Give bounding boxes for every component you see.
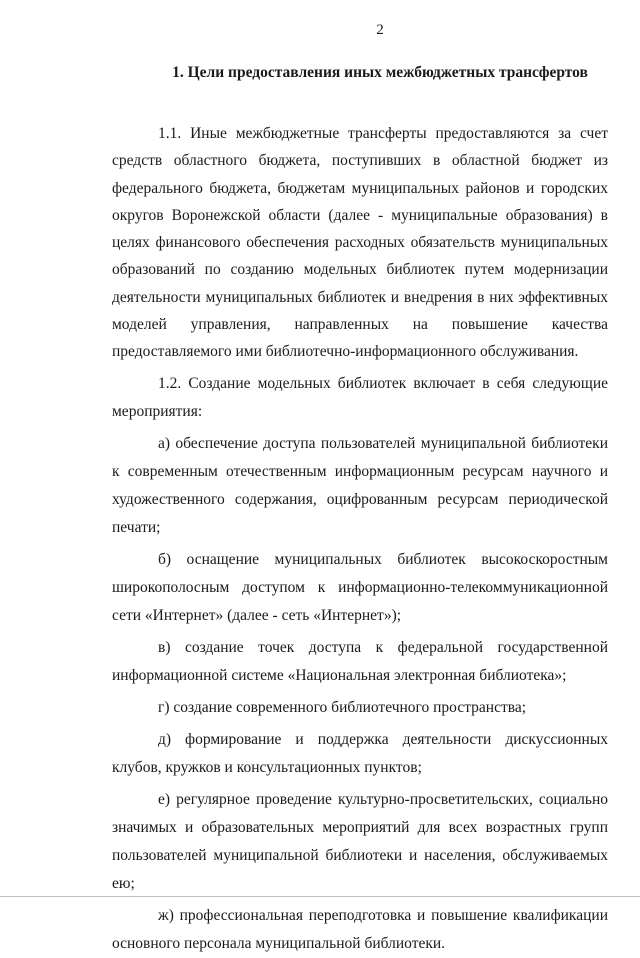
list-item-zh: ж) профессиональная переподготовка и повышение квалификации основного персонала муниципальной библиотеки. [112,906,608,952]
list-item-d: д) формирование и поддержка деятельности дискуссионных клубов, кружков и консультационных пунктов; [112,730,608,776]
paragraph-1-2: 1.2. Создание модельных библиотек включает в себя следующие мероприятия: [112,374,608,420]
list-item-g: г) создание современного библиотечного пространства; [158,698,527,716]
page-bottom-edge [0,896,640,897]
list-item-b: б) оснащение муниципальных библиотек высокоскоростным широкополосным доступом к информационно-телекоммуникационной сети «Интернет» (далее - сеть «Интернет»); [112,550,608,624]
page-number: 2 [376,22,384,38]
paragraph-1-1: 1.1. Иные межбюджетные трансферты предоставляются за счет средств областного бюджета, поступивших в областной бюджет из федерального бюджета, бюджетам муниципальных районов и городских округов Воронежской области (далее - муниципальные образования) в целях финансового обеспечения расходных обязательств муниципальных образований по созданию модельных библиотек путем модернизации деятельности муниципальных библиотек и внедрения в них эффективных моделей управления, направленных на повышение качества предоставляемого ими библиотечно-информационного обслуживания. [112,125,608,361]
list-item-a: а) обеспечение доступа пользователей муниципальной библиотеки к современным отечественным информационным ресурсам научного и художественного содержания, оцифрованным ресурсам периодической печати; [112,434,608,536]
list-item-v: в) создание точек доступа к федеральной государственной информационной системе «Национальная электронная библиотека»; [112,638,608,684]
document-body [112,120,608,958]
section-heading: 1. Цели предоставления иных межбюджетных трансфертов [172,64,588,81]
list-item-e: е) регулярное проведение культурно-просветительских, социально значимых и образовательных мероприятий для всех возрастных групп пользователей муниципальной библиотеки и населения, обслуживаемых ею; [112,790,608,892]
